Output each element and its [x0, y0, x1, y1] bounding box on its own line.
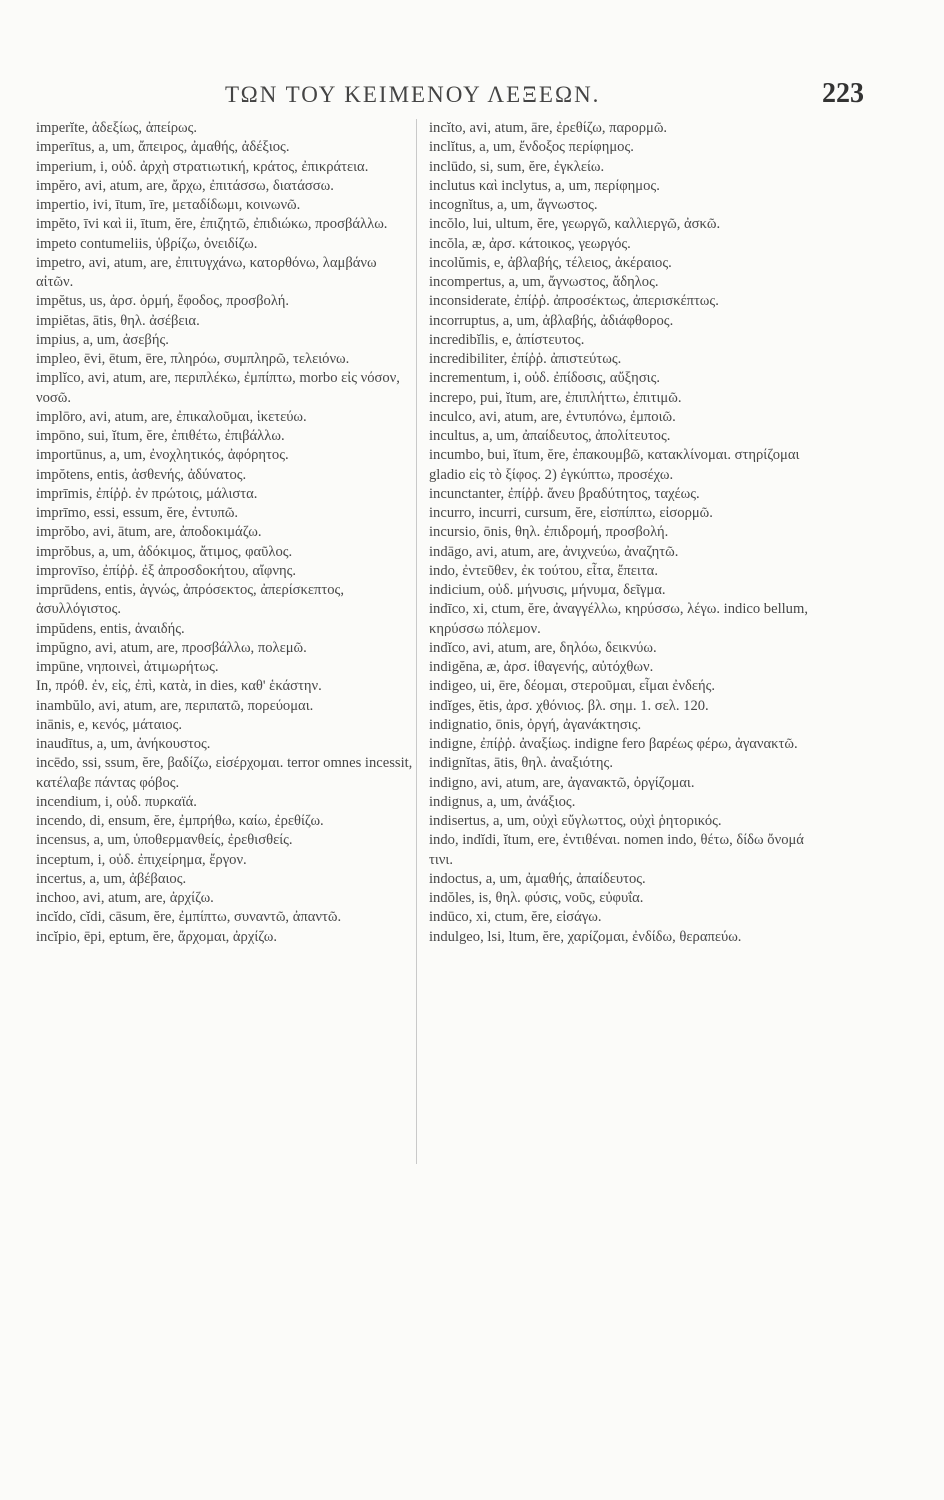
dictionary-entry: indigno, avi, atum, are, ἀγανακτῶ, ὀργίζομαι.: [429, 774, 695, 791]
dictionary-entry: impleo, ēvi, ētum, ēre, πληρόω, συμπληρῶ, τελειόνω.: [36, 351, 350, 367]
dictionary-entry: imperĭte, ἀδεξίως, ἀπείρως.: [36, 120, 198, 136]
dictionary-entry: incrementum, i, οὐδ. ἐπίδοσις, αὔξησις.: [429, 370, 661, 387]
dictionary-entry: indigĕna, æ, ἀρσ. ἰθαγενής, αὐτόχθων.: [429, 659, 654, 675]
dictionary-entry: incŏla, æ, ἀρσ. κάτοικος, γεωργός.: [429, 235, 631, 252]
dictionary-entry: inconsiderate, ἐπίῤῥ. ἀπροσέκτως, ἀπερισκέπτως.: [429, 293, 719, 310]
dictionary-entry: inambŭlo, avi, atum, are, περιπατῶ, πορεύομαι.: [36, 697, 314, 714]
dictionary-entry: impŏtens, entis, ἀσθενής, ἀδύνατος.: [36, 466, 247, 483]
dictionary-entry: incendo, di, ensum, ĕre, ἐμπρήθω, καίω, ἐρεθίζω.: [36, 813, 324, 829]
dictionary-entry: indigeo, ui, ēre, δέομαι, στεροῦμαι, εἶμαι ἐνδεής.: [429, 678, 716, 695]
dictionary-entry: incensus, a, um, ὑποθερμανθείς, ἐρεθισθείς.: [36, 832, 293, 849]
dictionary-entry: indĭco, avi, atum, are, δηλόω, δεικνύω.: [429, 639, 657, 656]
dictionary-entry: incredibĭlis, e, ἀπίστευτος.: [429, 331, 585, 348]
dictionary-entry: inculco, avi, atum, are, ἐντυπόνω, ἐμποιῶ.: [429, 408, 676, 425]
dictionary-entry: implĭco, avi, atum, are, περιπλέκω, ἐμπίπτω, morbo εἰς νόσον, νοσῶ.: [36, 370, 400, 406]
dictionary-entry: indicium, οὐδ. μήνυσις, μήνυμα, δεῖγμα.: [429, 582, 666, 598]
right-column: [429, 119, 811, 947]
dictionary-entry: impĕto, īvi καὶ ii, ītum, ĕre, ἐπιζητῶ, ἐπιδιώκω, προσβάλλω. impeto contumeliis, ὑβρίζω, ὀνειδίζω.: [36, 216, 388, 252]
dictionary-entry: impĕtus, us, ἀρσ. ὁρμή, ἔφοδος, προσβολή.: [36, 293, 290, 310]
dictionary-entry: indŏles, is, θηλ. φύσις, νοῦς, εὐφυΐα.: [429, 890, 644, 906]
dictionary-entry: imprūdens, entis, ἀγνώς, ἀπρόσεκτος, ἀπερίσκεπτος, ἀσυλλόγιστος.: [36, 582, 344, 618]
left-column: [36, 119, 416, 947]
dictionary-entry: indoctus, a, um, ἀμαθής, ἀπαίδευτος.: [429, 870, 646, 887]
dictionary-entry: indignatio, ōnis, ὀργή, ἀγανάκτησις.: [429, 716, 642, 733]
dictionary-entry: impiĕtas, ātis, θηλ. ἀσέβεια.: [36, 312, 200, 329]
dictionary-entry: incunctanter, ἐπίῤῥ. ἄνευ βραδύτητος, ταχέως.: [429, 485, 700, 502]
dictionary-entry: inānis, e, κενός, μάταιος.: [36, 716, 183, 733]
dictionary-entry: inclutus καὶ inclytus, a, um, περίφημος.: [429, 177, 660, 194]
dictionary-entry: impŭgno, avi, atum, are, προσβάλλω, πολεμῶ.: [36, 639, 307, 656]
dictionary-entry: indūco, xi, ctum, ĕre, εἰσάγω.: [429, 909, 602, 926]
dictionary-entry: incredibiliter, ἐπίῤῥ. ἀπιστεύτως.: [429, 351, 622, 367]
dictionary-entry: indignĭtas, ātis, θηλ. ἀναξιότης.: [429, 755, 613, 772]
dictionary-entry: indo, indĭdi, ĭtum, ere, ἐντιθέναι. nomen indo, θέτω, δίδω ὄνομά τινι.: [429, 832, 804, 868]
dictionary-entry: incēdo, ssi, ssum, ĕre, βαδίζω, εἰσέρχομαι. terror omnes incessit, κατέλαβε πάντας φόβος.: [36, 755, 413, 791]
dictionary-entry: improvīso, ἐπίῤῥ. ἐξ ἀπροσδοκήτου, αἴφνης.: [36, 562, 297, 579]
dictionary-entry: imperium, i, οὐδ. ἀρχὴ στρατιωτική, κράτος, ἐπικράτεια.: [36, 158, 369, 175]
dictionary-entry: implōro, avi, atum, are, ἐπικαλοῦμαι, ἱκετεύω.: [36, 408, 307, 425]
dictionary-entry: indīco, xi, ctum, ĕre, ἀναγγέλλω, κηρύσσω, λέγω. indico bellum, κηρύσσω πόλεμον.: [429, 601, 808, 637]
page-title: ΤΩΝ ΤΟΥ ΚΕΙΜΕΝΟΥ ΛΕΞΕΩΝ.: [225, 82, 601, 107]
dictionary-entry: impŭdens, entis, ἀναιδής.: [36, 620, 185, 637]
dictionary-entry: importūnus, a, um, ἐνοχλητικός, ἀφόρητος.: [36, 447, 289, 464]
dictionary-entry: impūne, νηποινεὶ, ἀτιμωρήτως.: [36, 659, 219, 675]
dictionary-entry: impōno, sui, ĭtum, ĕre, ἐπιθέτω, ἐπιβάλλω.: [36, 428, 285, 444]
dictionary-entry: impĕro, avi, atum, are, ἄρχω, ἐπιτάσσω, διατάσσω.: [36, 177, 334, 194]
dictionary-entry: inaudītus, a, um, ἀνήκουστος.: [36, 736, 211, 752]
column-divider: [416, 119, 417, 1164]
dictionary-entry: indo, ἐντεῦθεν, ἐκ τούτου, εἶτα, ἔπειτα.: [429, 562, 658, 579]
dictionary-entry: incĭdo, cĭdi, cāsum, ĕre, ἐμπίπτω, συναντῶ, ἀπαντῶ.: [36, 909, 342, 926]
dictionary-entry: imprīmo, essi, essum, ĕre, ἐντυπῶ.: [36, 505, 239, 521]
dictionary-entry: incursio, ōnis, θηλ. ἐπιδρομή, προσβολή.: [429, 524, 669, 541]
dictionary-entry: indāgo, avi, atum, are, ἀνιχνεύω, ἀναζητῶ.: [429, 543, 679, 560]
dictionary-entry: increpo, pui, ĭtum, are, ἐπιπλήττω, ἐπιτιμῶ.: [429, 389, 682, 406]
dictionary-entry: incŏlo, lui, ultum, ĕre, γεωργῶ, καλλιεργῶ, ἀσκῶ.: [429, 216, 721, 233]
dictionary-entry: imprŏbus, a, um, ἀδόκιμος, ἄτιμος, φαῦλος.: [36, 543, 293, 560]
dictionary-entry: indisertus, a, um, οὐχὶ εὔγλωττος, οὐχὶ ῥητορικός.: [429, 813, 722, 829]
dictionary-entry: incĭto, avi, atum, āre, ἐρεθίζω, παρορμῶ.: [429, 120, 668, 136]
dictionary-entry: incertus, a, um, ἀβέβαιος.: [36, 870, 187, 887]
dictionary-entry: incognĭtus, a, um, ἄγνωστος.: [429, 197, 598, 213]
dictionary-entry: incorruptus, a, um, ἀβλαβής, ἀδιάφθορος.: [429, 312, 674, 329]
dictionary-entry: indigne, ἐπίῤῥ. ἀναξίως. indigne fero βαρέως φέρω, ἀγανακτῶ.: [429, 736, 798, 752]
dictionary-entry: incurro, incurri, cursum, ĕre, εἰσπίπτω, εἰσορμῶ.: [429, 505, 713, 521]
dictionary-entry: indĭges, ĕtis, ἀρσ. χθόνιος. βλ. σημ. 1. σελ. 120.: [429, 697, 709, 714]
dictionary-entry: incolŭmis, e, ἀβλαβής, τέλειος, ἀκέραιος.: [429, 254, 672, 271]
dictionary-entry: inclĭtus, a, um, ἔνδοξος περίφημος.: [429, 139, 634, 156]
dictionary-entry: impius, a, um, ἀσεβής.: [36, 331, 169, 348]
dictionary-entry: incumbo, bui, ĭtum, ĕre, ἐπακουμβῶ, κατακλίνομαι. στηρίζομαι gladio εἰς τὸ ξίφος. 2) ἐγκύπτω, προσέχω.: [429, 447, 800, 483]
dictionary-entry: impetro, avi, atum, are, ἐπιτυγχάνω, κατορθόνω, λαμβάνω αἰτῶν.: [36, 254, 377, 290]
dictionary-entry: In, πρόθ. ἐν, εἰς, ἐπὶ, κατὰ, in dies, καθ' ἑκάστην.: [36, 678, 322, 695]
running-header: [225, 78, 785, 112]
dictionary-entry: impertio, ivi, ītum, īre, μεταδίδωμι, κοινωνῶ.: [36, 197, 301, 213]
dictionary-entry: imprīmis, ἐπίῤῥ. ἐν πρώτοις, μάλιστα.: [36, 485, 258, 502]
dictionary-entry: inclūdo, si, sum, ĕre, ἐγκλείω.: [429, 158, 605, 175]
dictionary-entry: incendium, i, οὐδ. πυρκαϊά.: [36, 793, 197, 810]
dictionary-entry: imperītus, a, um, ἄπειρος, ἀμαθής, ἀδέξιος.: [36, 139, 290, 156]
dictionary-entry: inchoo, avi, atum, are, ἀρχίζω.: [36, 890, 214, 906]
dictionary-entry: imprŏbo, avi, ātum, are, ἀποδοκιμάζω.: [36, 524, 262, 541]
dictionary-entry: incultus, a, um, ἀπαίδευτος, ἀπολίτευτος.: [429, 428, 671, 444]
dictionary-entry: incompertus, a, um, ἄγνωστος, ἄδηλος.: [429, 274, 659, 290]
dictionary-entry: incĭpio, ēpi, eptum, ĕre, ἄρχομαι, ἀρχίζω.: [36, 928, 278, 945]
page-number: 223: [822, 78, 864, 109]
dictionary-entry: inceptum, i, οὐδ. ἐπιχείρημα, ἔργον.: [36, 851, 247, 868]
dictionary-entry: indulgeo, lsi, ltum, ĕre, χαρίζομαι, ἐνδίδω, θεραπεύω.: [429, 928, 742, 945]
dictionary-entry: indignus, a, um, ἀνάξιος.: [429, 793, 576, 810]
